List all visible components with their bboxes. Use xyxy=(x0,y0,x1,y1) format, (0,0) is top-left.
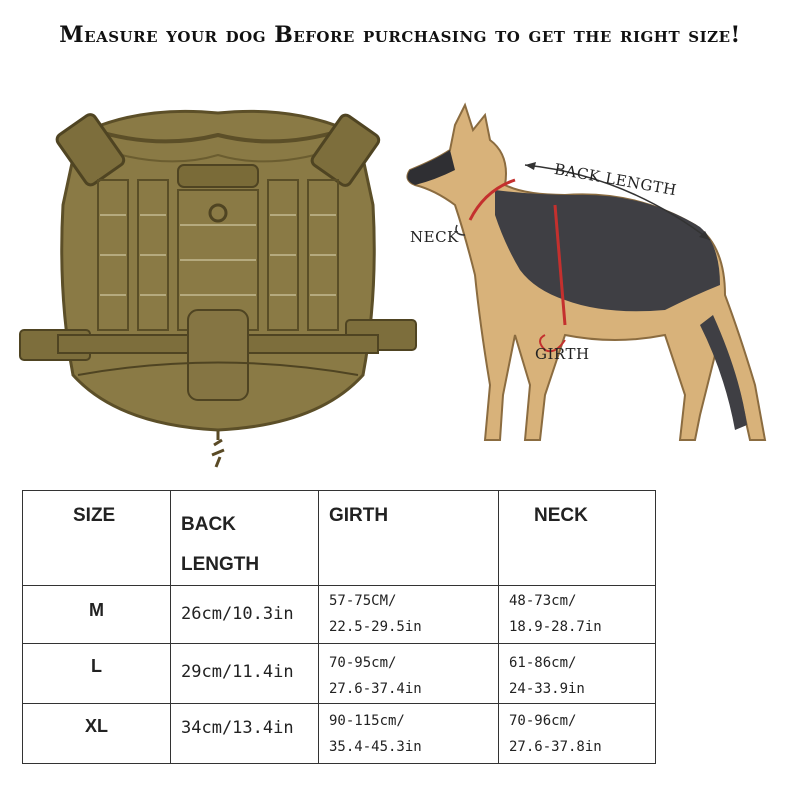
size-cell xyxy=(23,644,171,704)
neck-cell xyxy=(499,704,656,764)
back-length-header xyxy=(171,491,318,585)
neck-value-cm: 61-86cm/ xyxy=(509,655,577,671)
girth-value-cm: 57-75CM/ xyxy=(329,593,397,609)
back-header-line1: BACK xyxy=(181,514,236,535)
header-cell-back-length xyxy=(171,491,319,586)
table-row xyxy=(23,586,656,644)
neck-value-cm: 48-73cm/ xyxy=(509,593,577,609)
girth-header: GIRTH xyxy=(329,505,389,526)
back-value: 29cm/11.4in xyxy=(181,662,294,682)
neck-value-in: 27.6-37.8in xyxy=(509,739,602,755)
girth-cell xyxy=(319,644,499,704)
neck-label: NECK xyxy=(410,228,459,246)
harness-image xyxy=(18,95,418,480)
size-value: M xyxy=(89,600,104,620)
girth-value-cm: 90-115cm/ xyxy=(329,713,405,729)
header-cell-girth xyxy=(319,491,499,586)
size-cell xyxy=(23,586,171,644)
neck-value-in: 18.9-28.7in xyxy=(509,619,602,635)
neck-header: NECK xyxy=(534,505,588,526)
girth-value-in: 35.4-45.3in xyxy=(329,739,422,755)
headline: Measure your dog Before purchasing to get the right size! xyxy=(59,22,741,48)
dog-measurement-diagram xyxy=(395,95,795,465)
back-value: 34cm/13.4in xyxy=(181,718,294,738)
girth-value-cm: 70-95cm/ xyxy=(329,655,397,671)
neck-cell xyxy=(499,644,656,704)
neck-cell xyxy=(499,586,656,644)
back-length-label: BACK LENGTH xyxy=(552,160,679,200)
header-cell-neck xyxy=(499,491,656,586)
girth-label: GIRTH xyxy=(535,345,590,363)
table-header-row xyxy=(23,491,656,586)
back-cell xyxy=(171,704,319,764)
header-cell-size xyxy=(23,491,171,586)
girth-value-in: 22.5-29.5in xyxy=(329,619,422,635)
girth-cell xyxy=(319,586,499,644)
girth-cell xyxy=(319,704,499,764)
size-header: SIZE xyxy=(73,505,116,526)
back-cell xyxy=(171,644,319,704)
size-cell xyxy=(23,704,171,764)
back-cell xyxy=(171,586,319,644)
table-row xyxy=(23,644,656,704)
table-row xyxy=(23,704,656,764)
back-value: 26cm/10.3in xyxy=(181,604,294,624)
size-value: XL xyxy=(84,716,108,736)
neck-value-in: 24-33.9in xyxy=(509,681,585,697)
girth-value-in: 27.6-37.4in xyxy=(329,681,422,697)
back-header-line2: LENGTH xyxy=(181,554,260,575)
size-value: L xyxy=(91,656,102,676)
neck-value-cm: 70-96cm/ xyxy=(509,713,577,729)
size-chart-table xyxy=(22,490,656,764)
